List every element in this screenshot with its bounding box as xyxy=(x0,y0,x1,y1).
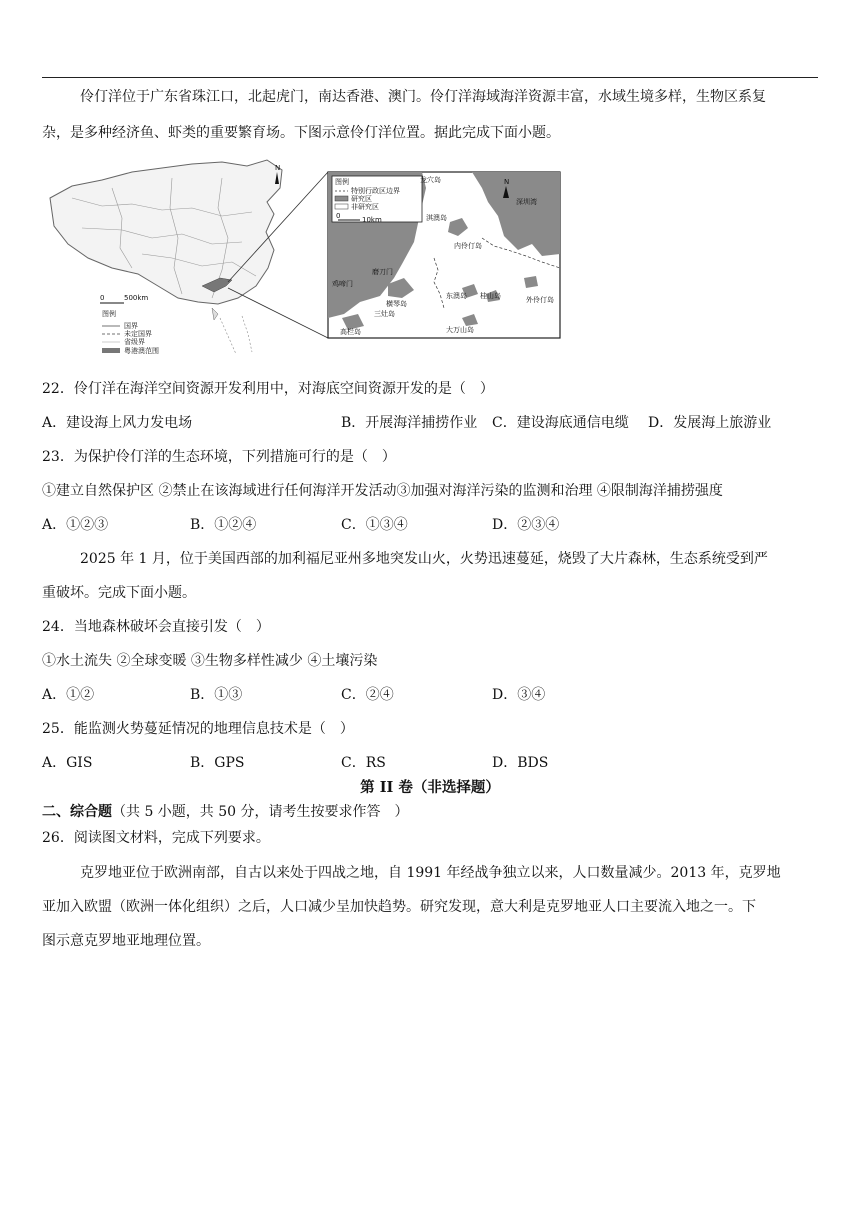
left-legend-provincial-border: 省级界 xyxy=(124,338,145,346)
question-22-stem: 22．伶仃洋在海洋空间资源开发利用中，对海底空间资源开发的是（ ） xyxy=(42,381,494,397)
place-shenzhen-bay: 深圳湾 xyxy=(516,198,537,206)
header-rule xyxy=(42,77,818,78)
place-dongao-island: 东澳岛 xyxy=(446,292,467,300)
question-24-option-b: B．①③ xyxy=(190,687,243,703)
left-map-north-label: N xyxy=(275,164,281,172)
question-23-option-c: C．①③④ xyxy=(341,517,408,533)
right-map-scale-label: 10km xyxy=(362,216,382,224)
lingdingyang-location-figure xyxy=(42,158,562,360)
question-22-option-c: C．建设海底通信电缆 xyxy=(492,415,629,431)
section-2-title: 第 II 卷（非选择题） xyxy=(360,779,500,796)
place-jitimen: 鸡啼门 xyxy=(332,280,353,288)
left-legend-gba-area: 粤港澳范围 xyxy=(124,347,159,355)
section-2-heading-note: （共 5 小题，共 50 分，请考生按要求作答 ） xyxy=(112,804,409,820)
question-24-option-d: D．③④ xyxy=(492,687,546,703)
right-map-north-label: N xyxy=(504,178,510,186)
question-26-material-line2: 亚加入欧盟（欧洲一体化组织）之后，人口减少呈加快趋势。研究发现，意大利是克罗地亚人口主要流入地之一。下 xyxy=(42,899,756,915)
question-25-option-b: B．GPS xyxy=(190,755,245,771)
right-legend-study-area: 研究区 xyxy=(351,195,372,203)
intro-paragraph-line2: 杂，是多种经济鱼、虾类的重要繁育场。下图示意伶仃洋位置。据此完成下面小题。 xyxy=(42,125,560,141)
intro-paragraph-line1: 伶仃洋位于广东省珠江口，北起虎门，南达香港、澳门。伶仃洋海域海洋资源丰富，水域生境多样，生物区系复 xyxy=(80,89,766,105)
place-dawanshan-island: 大万山岛 xyxy=(446,326,474,334)
question-25-stem: 25．能监测火势蔓延情况的地理信息技术是（ ） xyxy=(42,721,354,737)
question-22-option-b: B．开展海洋捕捞作业 xyxy=(341,415,478,431)
left-map-scale-label: 500km xyxy=(124,294,149,302)
place-neilingding-island: 内伶仃岛 xyxy=(454,242,482,250)
question-22-option-d: D．发展海上旅游业 xyxy=(648,415,772,431)
question-25-option-a: A．GIS xyxy=(42,755,93,771)
question-25-option-c: C．RS xyxy=(341,755,386,771)
question-23-option-a: A．①②③ xyxy=(42,517,109,533)
question-26-material-line3: 图示意克罗地亚地理位置。 xyxy=(42,933,210,949)
place-modaomen: 磨刀门 xyxy=(372,268,393,276)
question-22-option-a: A．建设海上风力发电场 xyxy=(42,415,193,431)
place-qiao-island: 淇澳岛 xyxy=(426,214,447,222)
question-25-option-d: D．BDS xyxy=(492,755,549,771)
right-map-scale-zero: 0 xyxy=(336,212,341,220)
left-legend-undetermined-border: 未定国界 xyxy=(124,330,152,338)
zoom-connector-bottom xyxy=(228,288,328,338)
wildfire-paragraph-line1: 2025 年 1 月，位于美国西部的加利福尼亚州多地突发山火，火势迅速蔓延，烧毁了大片森林，生态系统受到严 xyxy=(80,551,768,567)
wildfire-paragraph-line2: 重破坏。完成下面小题。 xyxy=(42,585,196,601)
place-longxue-island: 龙穴岛 xyxy=(420,176,441,184)
pearl-river-estuary-map xyxy=(328,172,560,338)
question-24-stem: 24．当地森林破坏会直接引发（ ） xyxy=(42,619,270,635)
location-map-svg xyxy=(42,158,562,360)
place-hengqin-island: 横琴岛 xyxy=(386,300,407,308)
question-26-stem: 26．阅读图文材料，完成下列要求。 xyxy=(42,830,270,846)
question-23-stem: 23．为保护伶仃洋的生态环境，下列措施可行的是（ ） xyxy=(42,449,396,465)
section-2-heading xyxy=(42,803,409,821)
place-sanzao-island: 三灶岛 xyxy=(374,310,395,318)
question-23-option-b: B．①②④ xyxy=(190,517,257,533)
question-26-material-line1: 克罗地亚位于欧洲南部，自古以来处于四战之地，自 1991 年经战争独立以来，人口数量减少。2013 年，克罗地 xyxy=(80,865,781,881)
left-legend-national-border: 国界 xyxy=(124,322,138,330)
place-gaolan-island: 高栏岛 xyxy=(340,328,361,336)
question-23-option-d: D．②③④ xyxy=(492,517,560,533)
place-guishan-island: 桂山岛 xyxy=(480,292,501,300)
right-map-legend-title: 图例 xyxy=(335,178,349,186)
left-map-legend-title: 图例 xyxy=(102,310,116,318)
section-2-heading-label: 二、综合题 xyxy=(42,804,112,820)
question-24-option-a: A．①② xyxy=(42,687,95,703)
right-legend-sar-border: 特别行政区边界 xyxy=(351,187,400,195)
question-24-items: ①水土流失 ②全球变暖 ③生物多样性减少 ④土壤污染 xyxy=(42,653,378,669)
place-wailingding-island: 外伶仃岛 xyxy=(526,296,554,304)
china-map xyxy=(50,160,282,355)
question-24-option-c: C．②④ xyxy=(341,687,394,703)
left-map-scale-zero: 0 xyxy=(100,294,105,302)
right-legend-non-study-area: 非研究区 xyxy=(351,203,379,211)
question-23-items: ①建立自然保护区 ②禁止在该海域进行任何海洋开发活动③加强对海洋污染的监测和治理 ④限制海洋捕捞强度 xyxy=(42,483,723,499)
